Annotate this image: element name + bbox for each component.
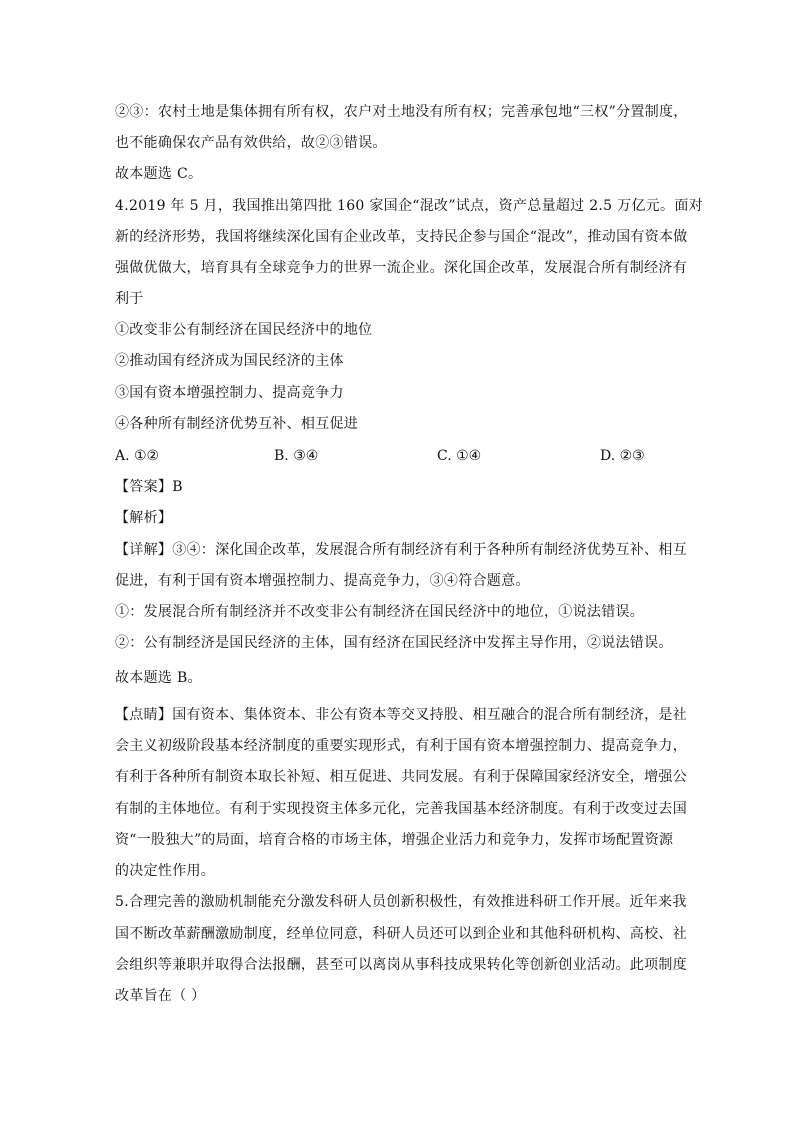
q4-item-3: ③国有资本增强控制力、提高竞争力 [115, 385, 344, 401]
q4-item-4: ④各种所有制经济优势互补、相互促进 [115, 416, 359, 432]
q4-detail-line-4: ②：公有制经济是国民经济的主体，国有经济在国民经济中发挥主导作用，②说法错误。 [115, 635, 673, 651]
q4-tips-line-1: 【点睛】国有资本、集体资本、非公有资本等交叉持股、相互融合的混合所有制经济，是社 [115, 707, 687, 723]
q3-analysis-line-1: ②③：农村土地是集体拥有所有权，农户对土地没有所有权；完善承包地“三权”分置制度， [115, 104, 688, 120]
q5-stem-line-1: 5.合理完善的激励机制能充分激发科研人员创新积极性，有效推进科研工作开展。近年来我 [115, 894, 687, 910]
q3-conclusion: 故本题选 C。 [115, 166, 203, 182]
q5-stem-line-4: 改革旨在（ ） [115, 988, 206, 1004]
q4-detail-line-2: 促进，有利于国有资本增强控制力、提高竞争力，③④符合题意。 [115, 573, 530, 589]
q5-stem-line-2: 国不断改革薪酬激励制度，经单位同意，科研人员还可以到企业和其他科研机构、高校、社 [115, 926, 687, 942]
q4-option-b: B. ③④ [274, 448, 319, 464]
q4-analysis-label: 【解析】 [115, 510, 173, 526]
q5-stem-line-3: 会组织等兼职并取得合法报酬，甚至可以离岗从事科技成果转化等创新创业活动。此项制度 [115, 957, 687, 973]
q4-tips-line-5: 资“一股独大”的局面，培育合格的市场主体，增强企业活力和竞争力，发挥市场配置资源 [115, 832, 674, 848]
q4-item-1: ①改变非公有制经济在国民经济中的地位 [115, 322, 373, 338]
q4-tips-line-2: 会主义初级阶段基本经济制度的重要实现形式，有利于国有资本增强控制力、提高竞争力， [115, 738, 687, 754]
q4-tips-line-3: 有利于各种所有制资本取长补短、相互促进、共同发展。有利于保障国家经济安全，增强公 [115, 769, 687, 785]
q4-tips-line-6: 的决定性作用。 [115, 863, 216, 879]
q3-analysis-line-2: 也不能确保农产品有效供给，故②③错误。 [115, 135, 387, 151]
q4-detail-line-1: 【详解】③④：深化国企改革，发展混合所有制经济有利于各种所有制经济优势互补、相互 [115, 542, 687, 558]
q4-answer: 【答案】B [115, 479, 183, 495]
q4-detail-line-3: ①：发展混合所有制经济并不改变非公有制经济在国民经济中的地位，①说法错误。 [115, 604, 645, 620]
q4-stem-line-2: 新的经济形势，我国将继续深化国有企业改革，支持民企参与国企“混改”，推动国有资本做 [115, 229, 688, 245]
q4-conclusion: 故本题选 B。 [115, 670, 202, 686]
q4-option-c: C. ①④ [437, 448, 482, 464]
q4-stem-line-1: 4.2019 年 5 月，我国推出第四批 160 家国企“混改”试点，资产总量超过 2.5 万亿元。面对 [115, 198, 703, 214]
q4-option-d: D. ②③ [600, 448, 645, 464]
q4-stem-line-3: 强做优做大，培育具有全球竞争力的世界一流企业。深化国企改革，发展混合所有制经济有 [115, 260, 687, 276]
q4-option-a: A. ①② [115, 448, 160, 464]
q4-item-2: ②推动国有经济成为国民经济的主体 [115, 353, 344, 369]
q4-stem-line-4: 利于 [115, 291, 144, 307]
q4-tips-line-4: 有制的主体地位。有利于实现投资主体多元化，完善我国基本经济制度。有利于改变过去国 [115, 801, 687, 817]
